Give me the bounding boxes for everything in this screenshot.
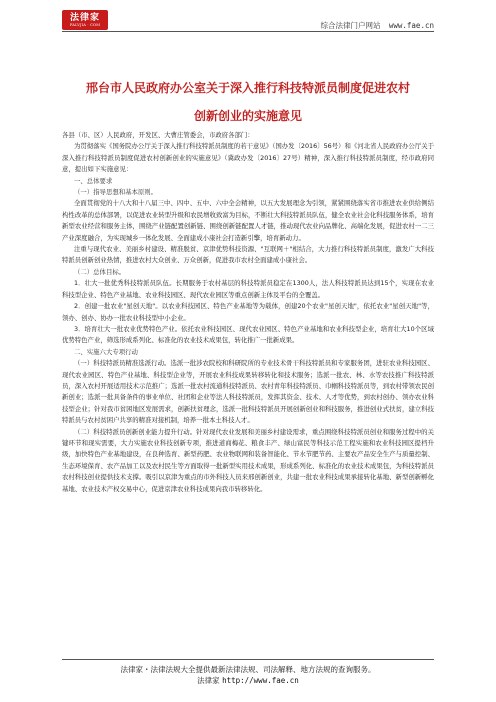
body-paragraph: （一）科技特派员精准选派行动。选派一批涉农院校和科研院所的专业技术骨干科技特派员和专家服务团，进驻农业科技园区、现代农业园区、特色产业基地、科技型企业等，开展农业科技成果转移转化和技术服务；选派一批农、林、水等农技推广科技特派员，深入农村开展适用技术示范推广；选派一批农村流通科技特派员、农村青年科技特派员、巾帼科技特派员等，到农村带领农民创新创业；选派一批具备条件的事业单位、社团和企业等法人科技特派员，发挥其资金、技术、人才等优势，到农村创办、领办农业科技型企业；针对我市贫困地区发展需求，创新扶贫理念，选派一批科技特派员开展创新创业和科技服务，推进创业式扶贫，建立科技特派员与农村贫困户共享的精准对接机制，培养一批本土科技人才。 <box>62 359 434 425</box>
title-line-2: 创新创业的实施意见 <box>193 109 302 123</box>
subsection-heading: （一）指导思想和基本原则。 <box>74 188 158 197</box>
subsection-heading: （二）总体目标。 <box>74 267 126 276</box>
page-footer <box>40 664 456 686</box>
body-paragraph: 注重与现代农业、美丽乡村建设、精准脱贫、京津优势科技资源、"互联网＋"相结合，大力推行科技特派员制度，激发广大科技特派员创新创业热情，推进农村大众创业、万众创新，促进我市农村全面建成小康社会。 <box>62 245 434 265</box>
document-body <box>62 130 434 495</box>
footer-line-1: 法律家・法律法规大全提供最新法律法规、司法解释、地方法规的查询服务。 <box>120 665 376 674</box>
body-paragraph: 全面贯彻党的十八大和十八届三中、四中、五中、六中全会精神，以五大发展理念为引领，紧紧围绕落实省市推进农业供给侧结构性改革的总体部署，以促进农业转型升级和农民增收致富为目标，不断壮大科技特派员队伍，健全农业社会化科技服务体系，培育新型农业经营和服务主体，围绕产业链配置创新链、围绕创新链配置人才链，推动现代农业向品牌化、高端化发展，促进农村一二三产业深度融合，为实现城乡一体化发展、全面建成小康社会打造新引擎，培育新动力。 <box>62 199 434 242</box>
footer-brand: 法律家 <box>197 676 220 685</box>
site-header <box>320 20 434 31</box>
header-divider <box>62 31 434 32</box>
salutation: 各县（市、区）人民政府，开发区、大曹庄管委会，市政府各部门： <box>62 131 254 139</box>
title-line-1: 邢台市人民政府办公室关于深入推行科技特派员制度促进农村 <box>85 81 410 95</box>
body-paragraph: 2．创建一批农业"星创天地"。以农业科技园区、特色产业基地等为载体，创建20个农业"星创天地"，依托农业"星创天地"等，领办、创办、协办一批农业科技型中小企业。 <box>62 302 434 322</box>
body-paragraph: 为贯彻落实《国务院办公厅关于深入推行科技特派员制度的若干意见》（国办发〔2016〕56号）和《河北省人民政府办公厅关于深入推行科技特派员制度促进农村创新创业的实施意见》（冀政办发〔2016〕27号）精神，深入推行科技特派员制度，经市政府同意，提出如下实施意见： <box>62 142 434 174</box>
site-label: 综合法律门户网站 <box>320 21 381 30</box>
footer-divider <box>62 659 434 660</box>
footer-line-2 <box>40 675 456 686</box>
footer-url-link[interactable]: http://www.fae.cn <box>222 676 299 685</box>
section-heading: 一、总体要求 <box>74 176 113 185</box>
section-heading: 二、实施六大专项行动 <box>74 347 138 356</box>
site-logo <box>62 10 108 30</box>
body-paragraph: 3．培育壮大一批农业优势特色产业。依托农业科技园区、现代农业园区、特色产业基地和农业科技型企业，培育壮大10个区域优势特色产业，筛选形成系列化、标准化的农业技术成果包，转化推广一批新成果。 <box>62 324 434 345</box>
body-paragraph: （二）科技特派员创新创业能力提升行动。针对现代农业发展和美丽乡村建设需求，重点围绕科技特派员创业和服务过程中的关键环节和现实需要，大力实施农业科技创新专项，推进道商梅花、粮食丰产、绿山富民等科技示范工程实施和农业科技园区提档升级，加快特色产业基地建设，在良种选育、新型药肥、农业物联网和装备智能化、节水节肥节药、主要农产品安全生产与质量控制、生态环境保育、农产品加工以及农村民生等方面取得一批新型实用技术成果，形成系列化、标准化的农业技术成果包，为科技特派员农村科技创业提供技术支撑。吸引以京津为重点的市外科技人员来邢创新创业，共建一批农业科技成果承接转化基地、新型创新孵化基地、农业技术产权交易中心，促进京津农业科技成果向我市转移转化。 <box>62 427 434 493</box>
logo-tagline: FALVJIA · COM <box>69 22 101 27</box>
logo-text: 法律家 <box>69 12 100 23</box>
site-url-link[interactable]: www.fae.cn <box>388 21 434 30</box>
document-title <box>60 74 436 130</box>
body-paragraph: 1．壮大一批优秀科技特派员队伍。长期服务于农村基层的科技特派员稳定在1300人，法人科技特派员达到15个，实现在农业科技型企业、特色产业基地、农业科技园区、现代农业园区等重点创新主体及平台的全覆盖。 <box>62 279 434 299</box>
